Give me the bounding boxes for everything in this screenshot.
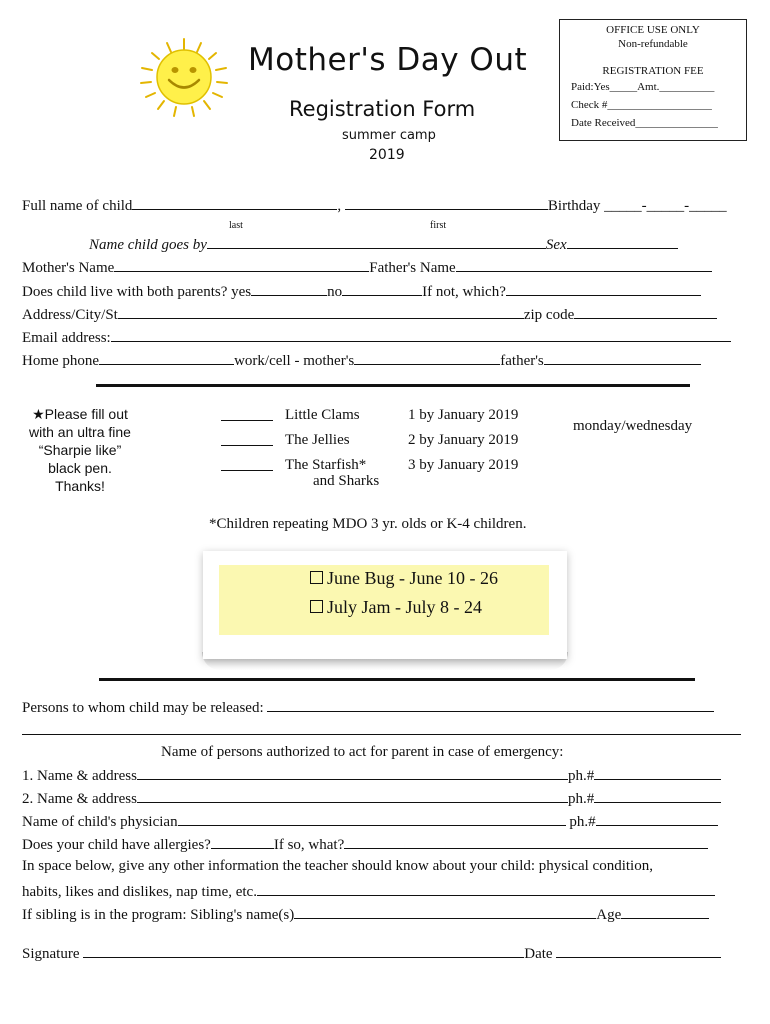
if-not-label: If not, which? — [422, 284, 506, 300]
email-label: Email address: — [22, 330, 111, 346]
allergies-blank[interactable] — [211, 835, 274, 849]
office-use-title: OFFICE USE ONLY — [606, 24, 700, 36]
birthday-blank[interactable]: _____-_____-_____ — [604, 198, 727, 214]
section-divider — [99, 678, 695, 681]
no-label: no — [327, 284, 343, 300]
checkbox-icon[interactable] — [310, 600, 323, 613]
form-subtitle: Registration Form — [289, 97, 476, 121]
group-starfish: The Starfish* — [285, 457, 367, 473]
fathers-name-label: Father's Name — [369, 260, 456, 276]
sun-logo-icon — [138, 37, 230, 121]
yes-blank[interactable] — [251, 282, 327, 296]
mother-phone-blank[interactable] — [354, 351, 500, 365]
email-blank[interactable] — [111, 328, 731, 342]
group-jellies: The Jellies — [285, 432, 350, 448]
group-sharks: and Sharks — [313, 473, 380, 489]
ph-label: ph.# — [567, 791, 595, 807]
contact2-phone-blank[interactable] — [594, 789, 721, 803]
persons-released-blank[interactable] — [267, 698, 714, 712]
address-blank[interactable] — [118, 305, 524, 319]
work-cell-label: work/cell - mother's — [234, 353, 355, 369]
camp-label: summer camp — [342, 128, 436, 143]
home-phone-label: Home phone — [22, 353, 100, 369]
ph-label: ph.# — [567, 768, 595, 784]
name-goes-by-label: Name child goes by — [89, 237, 207, 253]
persons-released-blank-2[interactable] — [22, 734, 741, 735]
birthday-label: Birthday — [547, 198, 601, 214]
session-june-bug[interactable] — [310, 568, 498, 589]
sex-blank[interactable] — [567, 235, 678, 249]
physician-phone-blank[interactable] — [596, 812, 718, 826]
allergies-detail-blank[interactable] — [344, 835, 708, 849]
session-july-jam-label: July Jam - July 8 - 24 — [327, 597, 482, 617]
other-info-label: In space below, give any other information the teacher should know about your child: physical condition, — [22, 858, 653, 874]
name-goes-by-blank[interactable] — [207, 235, 546, 249]
contact1-phone-blank[interactable] — [594, 766, 721, 780]
contact2-blank[interactable] — [137, 789, 568, 803]
year-label: 2019 — [369, 147, 405, 163]
date-received-field: Date Received_______________ — [571, 117, 718, 129]
zip-blank[interactable] — [574, 305, 717, 319]
fathers-name-blank[interactable] — [456, 258, 712, 272]
session-june-bug-label: June Bug - June 10 - 26 — [327, 568, 498, 588]
physician-label: Name of child's physician — [22, 814, 178, 830]
date-blank[interactable] — [556, 944, 721, 958]
father-phone-blank[interactable] — [544, 351, 701, 365]
form-title: Mother's Day Out — [248, 42, 528, 78]
paid-field: Paid:Yes_____Amt.__________ — [571, 81, 715, 93]
comma: , — [337, 198, 342, 214]
contact2-label: 2. Name & address — [22, 791, 137, 807]
persons-released-label: Persons to whom child may be released: — [22, 700, 264, 716]
group-little-clams-age: 1 by January 2019 — [408, 407, 519, 423]
if-so-label: If so, what? — [273, 837, 345, 853]
mothers-name-blank[interactable] — [114, 258, 369, 272]
sex-label: Sex — [545, 237, 567, 253]
home-phone-blank[interactable] — [99, 351, 234, 365]
session-july-jam[interactable] — [310, 597, 482, 618]
signature-blank[interactable] — [83, 944, 524, 958]
ph-label: ph.# — [569, 814, 596, 830]
last-name-blank[interactable] — [132, 196, 337, 210]
contact1-label: 1. Name & address — [22, 768, 137, 784]
physician-blank[interactable] — [178, 812, 566, 826]
mothers-name-label: Mother's Name — [22, 260, 115, 276]
starfish-blank[interactable] — [221, 458, 273, 471]
last-label: last — [229, 220, 243, 231]
section-divider — [96, 384, 690, 387]
checkbox-icon[interactable] — [310, 571, 323, 584]
date-label: Date — [524, 946, 553, 962]
first-label: first — [430, 220, 447, 231]
repeat-note: *Children repeating MDO 3 yr. olds or K-4 children. — [209, 516, 527, 532]
registration-fee-label: REGISTRATION FEE — [602, 65, 704, 77]
check-field: Check #___________________ — [571, 99, 712, 111]
group-little-clams: Little Clams — [285, 407, 360, 423]
group-starfish-age: 3 by January 2019 — [408, 457, 519, 473]
age-label: Age — [596, 907, 622, 923]
days-label: monday/wednesday — [573, 418, 693, 434]
first-name-blank[interactable] — [345, 196, 548, 210]
jellies-blank[interactable] — [221, 433, 273, 446]
fathers-label: father's — [500, 353, 544, 369]
zip-label: zip code — [523, 307, 575, 323]
signature-label: Signature — [22, 946, 80, 962]
age-blank[interactable] — [621, 905, 709, 919]
pen-note: ★Please fill out with an ultra fine “Sharpie like” black pen. Thanks! — [29, 406, 131, 494]
which-blank[interactable] — [506, 282, 701, 296]
office-use-box — [559, 19, 747, 141]
sibling-label: If sibling is in the program: Sibling's name(s) — [22, 907, 295, 923]
sibling-blank[interactable] — [294, 905, 596, 919]
emergency-heading: Name of persons authorized to act for parent in case of emergency: — [161, 744, 564, 760]
group-jellies-age: 2 by January 2019 — [408, 432, 519, 448]
non-refundable-label: Non-refundable — [618, 38, 688, 50]
habits-blank[interactable] — [257, 882, 715, 896]
no-blank[interactable] — [342, 282, 422, 296]
contact1-blank[interactable] — [137, 766, 568, 780]
little-clams-blank[interactable] — [221, 408, 273, 421]
address-label: Address/City/St — [22, 307, 118, 323]
allergies-label: Does your child have allergies? — [22, 837, 211, 853]
habits-label: habits, likes and dislikes, nap time, etc. — [22, 884, 257, 900]
full-name-label: Full name of child — [22, 198, 133, 214]
both-parents-label: Does child live with both parents? yes — [22, 284, 252, 300]
